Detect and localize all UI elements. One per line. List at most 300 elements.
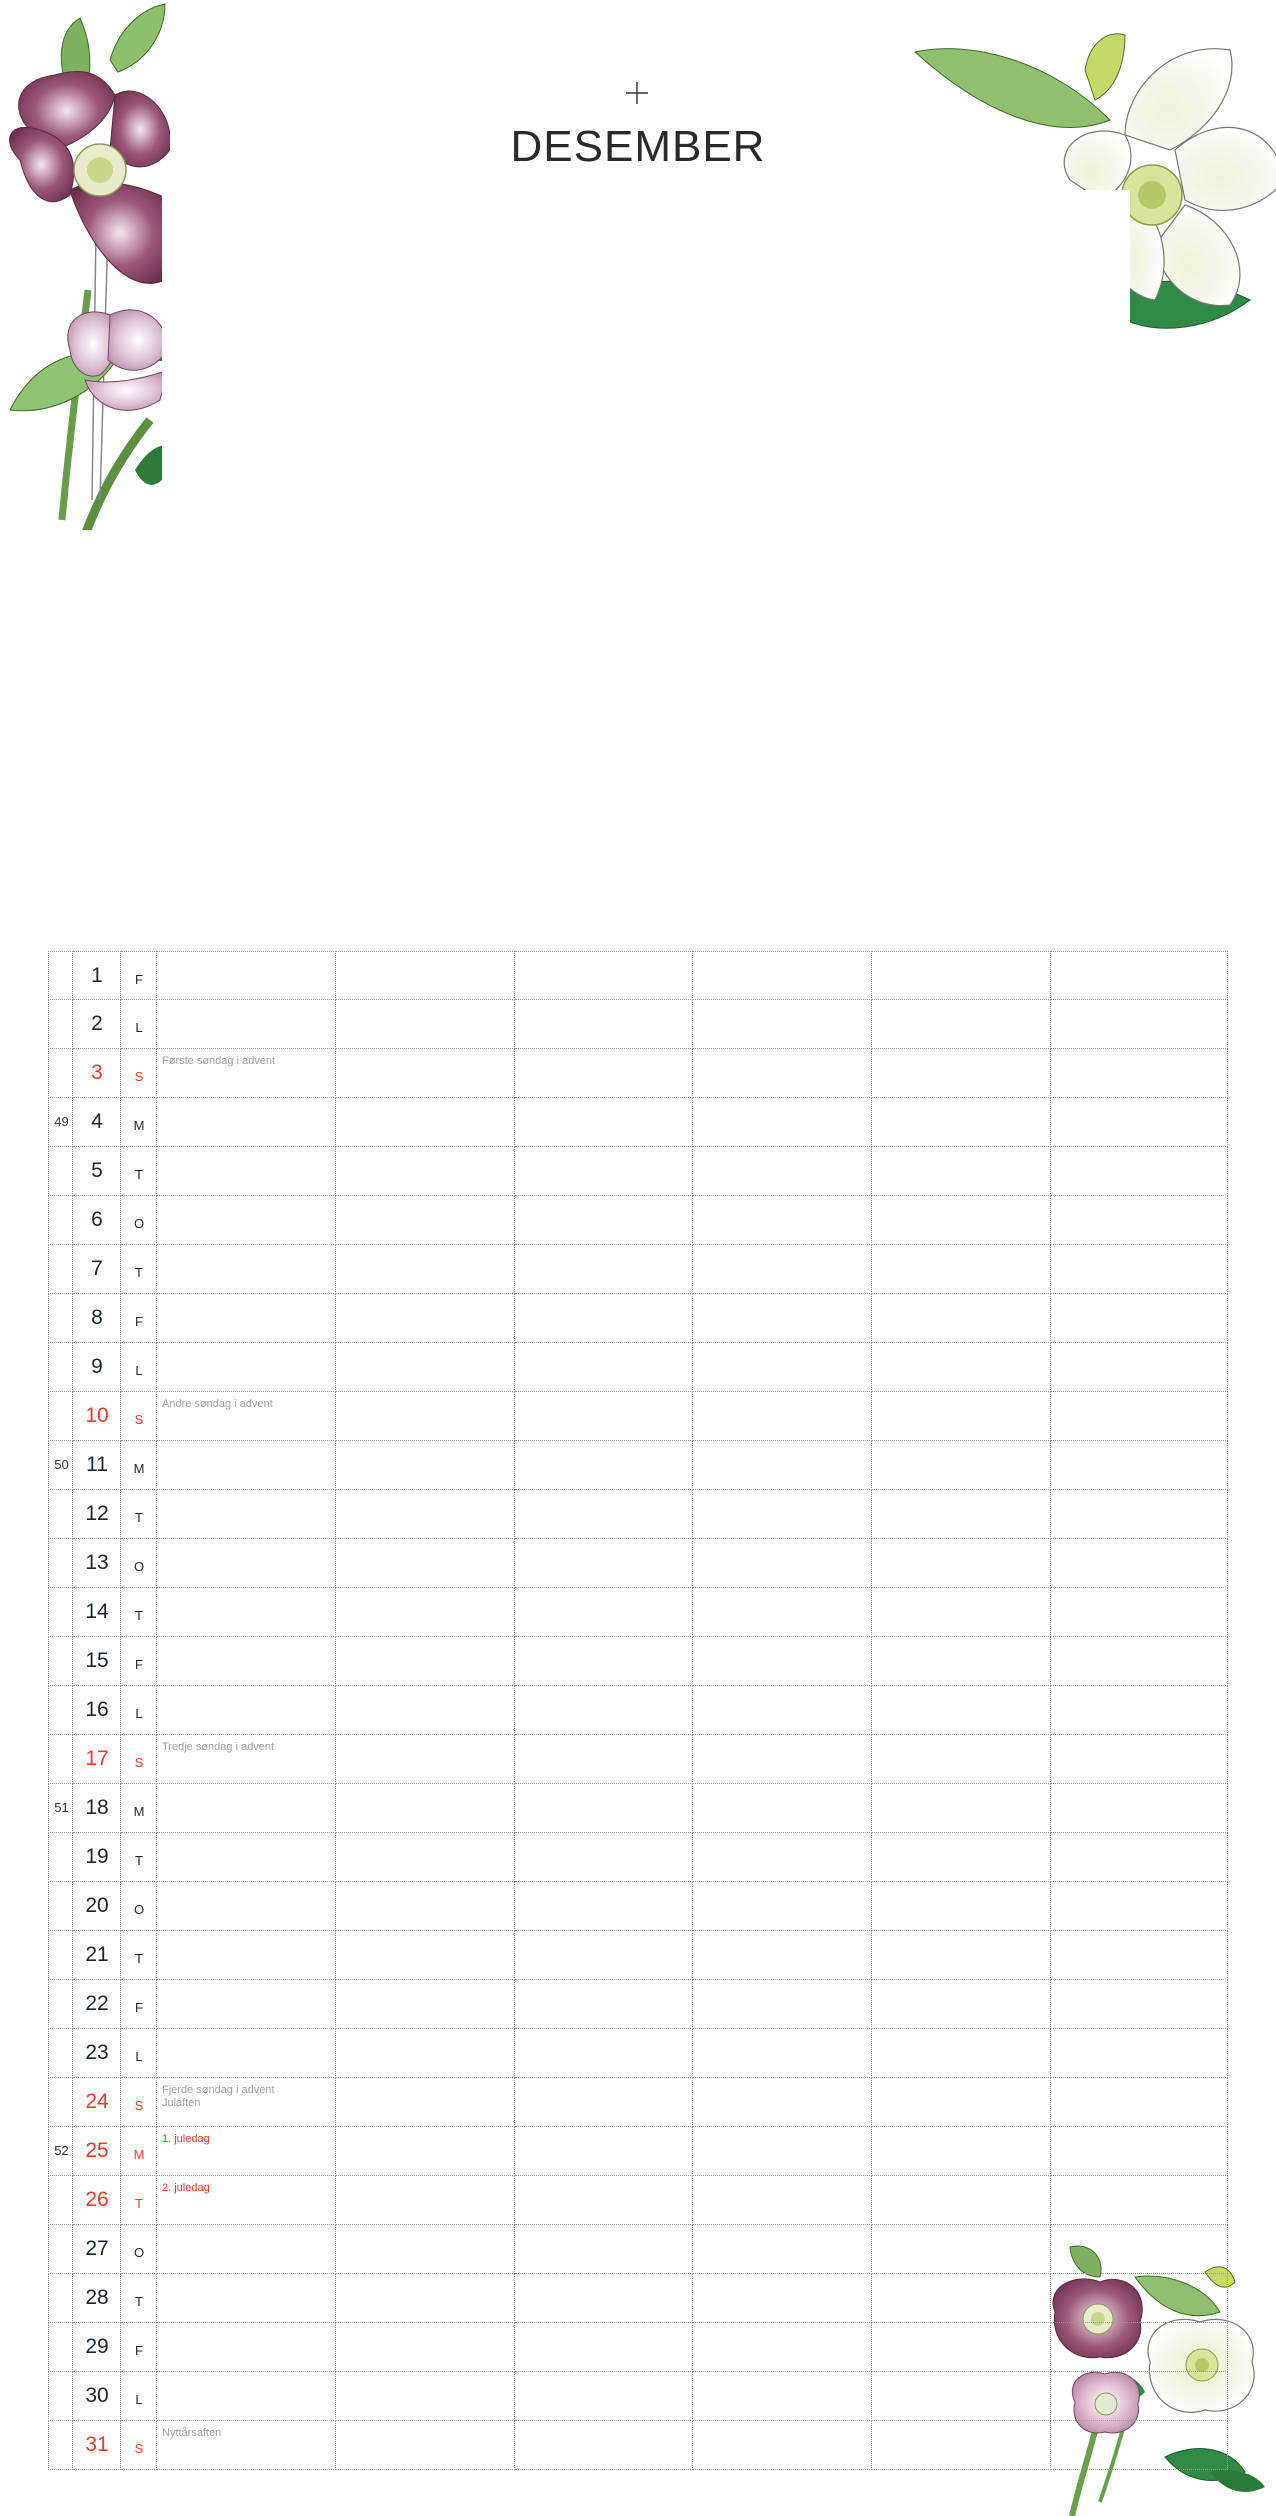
weekday-cell [121,1000,157,1049]
note-column-3-cell[interactable] [515,2274,693,2323]
weekday-letter: T [135,1510,143,1525]
date-cell [73,2029,121,2078]
day-note: 2. juledag [162,2182,210,2194]
date-cell [73,1245,121,1294]
date-number: 15 [85,1649,109,1672]
weekday-letter: T [135,2196,143,2211]
note-column-3-cell[interactable] [515,1588,693,1637]
note-column-4-cell[interactable] [693,2078,872,2127]
week-number-cell [48,1196,73,1245]
weekday-cell [121,951,157,1000]
note-column-5-cell[interactable] [872,2127,1051,2176]
note-column-6-cell[interactable] [1051,1245,1228,1294]
note-column-2-cell[interactable] [336,951,515,1000]
note-column-6-cell[interactable] [1051,1049,1228,1098]
note-column-4-cell[interactable] [693,1392,872,1441]
note-column-2-cell[interactable] [336,1098,515,1147]
note-column-2-cell[interactable] [336,1490,515,1539]
note-column-3-cell[interactable] [515,1686,693,1735]
note-column-5-cell[interactable] [872,2323,1051,2372]
weekday-letter: T [135,1265,143,1280]
note-column-4-cell[interactable] [693,1637,872,1686]
weekday-cell [121,1833,157,1882]
note-column-3-cell[interactable] [515,2225,693,2274]
calendar-day-row [48,2225,1228,2274]
note-column-5-cell[interactable] [872,1147,1051,1196]
weekday-cell [121,1392,157,1441]
note-column-2-cell[interactable] [336,2372,515,2421]
date-cell [73,1882,121,1931]
note-column-5-cell[interactable] [872,2176,1051,2225]
date-cell [73,1588,121,1637]
note-column-6-cell[interactable] [1051,2225,1228,2274]
note-column-4-cell[interactable] [693,1098,872,1147]
note-column-2-cell[interactable] [336,1294,515,1343]
note-column-3-cell[interactable] [515,1000,693,1049]
note-column-3-cell[interactable] [515,1441,693,1490]
note-column-6-cell[interactable] [1051,1833,1228,1882]
week-number-cell [48,2372,73,2421]
calendar-day-row [48,1686,1228,1735]
note-column-4-cell[interactable] [693,2372,872,2421]
weekday-letter: F [135,972,143,987]
note-column-1-cell[interactable] [157,2421,336,2470]
note-column-6-cell[interactable] [1051,2078,1228,2127]
note-column-2-cell[interactable] [336,1245,515,1294]
note-column-6-cell[interactable] [1051,1686,1228,1735]
note-column-1-cell[interactable] [157,1882,336,1931]
cross-ornament-icon [626,82,648,104]
note-column-6-cell[interactable] [1051,1539,1228,1588]
note-column-3-cell[interactable] [515,1294,693,1343]
date-number: 20 [85,1894,109,1917]
weekday-letter: L [135,1706,143,1721]
note-column-6-cell[interactable] [1051,1637,1228,1686]
note-column-2-cell[interactable] [336,1147,515,1196]
date-cell [73,2421,121,2470]
note-column-3-cell[interactable] [515,1931,693,1980]
note-column-6-cell[interactable] [1051,951,1228,1000]
calendar-day-row [48,2176,1228,2225]
note-column-4-cell[interactable] [693,1980,872,2029]
weekday-cell [121,1784,157,1833]
note-column-4-cell[interactable] [693,1245,872,1294]
note-column-4-cell[interactable] [693,1686,872,1735]
note-column-5-cell[interactable] [872,1980,1051,2029]
note-column-3-cell[interactable] [515,1343,693,1392]
note-column-3-cell[interactable] [515,1392,693,1441]
date-cell [73,2176,121,2225]
note-column-2-cell[interactable] [336,1784,515,1833]
date-number: 17 [85,1747,109,1770]
note-column-3-cell[interactable] [515,2176,693,2225]
weekday-cell [121,1294,157,1343]
note-column-1-cell[interactable] [157,1784,336,1833]
calendar-day-row [48,1098,1228,1147]
note-column-2-cell[interactable] [336,1343,515,1392]
note-column-5-cell[interactable] [872,2372,1051,2421]
date-cell [73,1539,121,1588]
note-column-1-cell[interactable] [157,2176,336,2225]
note-column-3-cell[interactable] [515,1882,693,1931]
note-column-3-cell[interactable] [515,1098,693,1147]
note-column-6-cell[interactable] [1051,1196,1228,1245]
week-number-cell [48,2274,73,2323]
note-column-5-cell[interactable] [872,1098,1051,1147]
note-column-1-cell[interactable] [157,1245,336,1294]
note-column-2-cell[interactable] [336,1686,515,1735]
weekday-cell [121,1098,157,1147]
week-number-cell [48,1539,73,1588]
note-column-2-cell[interactable] [336,2421,515,2470]
note-column-1-cell[interactable] [157,2078,336,2127]
calendar-day-row [48,1735,1228,1784]
note-column-1-cell[interactable] [157,1000,336,1049]
note-column-1-cell[interactable] [157,2372,336,2421]
week-number-cell [48,2323,73,2372]
weekday-cell [121,2323,157,2372]
weekday-letter: M [133,1804,145,1819]
note-column-5-cell[interactable] [872,2274,1051,2323]
note-column-3-cell[interactable] [515,1196,693,1245]
note-column-2-cell[interactable] [336,1588,515,1637]
note-column-5-cell[interactable] [872,1735,1051,1784]
calendar-day-row [48,1588,1228,1637]
weekday-cell [121,1637,157,1686]
note-column-5-cell[interactable] [872,1637,1051,1686]
note-column-5-cell[interactable] [872,1931,1051,1980]
day-note: Nyttårsaften [162,2427,222,2439]
note-column-4-cell[interactable] [693,1931,872,1980]
note-column-5-cell[interactable] [872,1490,1051,1539]
day-note: Første søndag i advent [162,1055,276,1067]
date-number: 18 [85,1796,109,1819]
note-column-3-cell[interactable] [515,2421,693,2470]
note-column-6-cell[interactable] [1051,1294,1228,1343]
note-column-4-cell[interactable] [693,2421,872,2470]
weekday-letter: L [135,2049,143,2064]
note-column-3-cell[interactable] [515,951,693,1000]
note-column-4-cell[interactable] [693,2225,872,2274]
note-column-4-cell[interactable] [693,1196,872,1245]
calendar-day-row [48,1980,1228,2029]
note-column-2-cell[interactable] [336,2323,515,2372]
calendar-day-row [48,1539,1228,1588]
note-column-1-cell[interactable] [157,1980,336,2029]
date-number: 13 [85,1551,109,1574]
note-column-5-cell[interactable] [872,1833,1051,1882]
weekday-cell [121,1686,157,1735]
note-column-5-cell[interactable] [872,1588,1051,1637]
note-column-4-cell[interactable] [693,2274,872,2323]
weekday-letter: O [133,1216,145,1231]
week-number-cell [48,1147,73,1196]
note-column-1-cell[interactable] [157,1686,336,1735]
note-column-1-cell[interactable] [157,1098,336,1147]
note-column-6-cell[interactable] [1051,1882,1228,1931]
note-column-2-cell[interactable] [336,1882,515,1931]
note-column-4-cell[interactable] [693,1882,872,1931]
week-number-cell [48,2176,73,2225]
note-column-2-cell[interactable] [336,1833,515,1882]
date-cell [73,1147,121,1196]
date-number: 3 [91,1061,103,1084]
note-column-2-cell[interactable] [336,1637,515,1686]
note-column-5-cell[interactable] [872,2421,1051,2470]
weekday-letter: F [135,2000,143,2015]
note-column-1-cell[interactable] [157,1833,336,1882]
note-column-2-cell[interactable] [336,1000,515,1049]
date-cell [73,2127,121,2176]
note-column-6-cell[interactable] [1051,2372,1228,2421]
note-column-6-cell[interactable] [1051,1980,1228,2029]
week-number-cell [48,2029,73,2078]
note-column-6-cell[interactable] [1051,1490,1228,1539]
date-cell [73,1980,121,2029]
note-column-5-cell[interactable] [872,1784,1051,1833]
weekday-cell [121,2225,157,2274]
note-column-2-cell[interactable] [336,2127,515,2176]
week-number-cell [48,1245,73,1294]
note-column-3-cell[interactable] [515,1049,693,1098]
date-cell [73,2225,121,2274]
date-number: 11 [86,1453,108,1476]
note-column-1-cell[interactable] [157,1931,336,1980]
note-column-6-cell[interactable] [1051,2274,1228,2323]
note-column-3-cell[interactable] [515,2372,693,2421]
weekday-letter: M [133,1118,145,1133]
note-column-6-cell[interactable] [1051,1343,1228,1392]
note-column-3-cell[interactable] [515,2323,693,2372]
note-column-5-cell[interactable] [872,2225,1051,2274]
note-column-5-cell[interactable] [872,2029,1051,2078]
note-column-6-cell[interactable] [1051,1931,1228,1980]
note-column-4-cell[interactable] [693,1441,872,1490]
note-column-5-cell[interactable] [872,2078,1051,2127]
note-column-1-cell[interactable] [157,1490,336,1539]
note-column-4-cell[interactable] [693,2127,872,2176]
weekday-letter: T [135,1853,143,1868]
note-column-6-cell[interactable] [1051,1098,1228,1147]
note-column-5-cell[interactable] [872,951,1051,1000]
note-column-2-cell[interactable] [336,2274,515,2323]
week-number-cell [48,1343,73,1392]
date-number: 26 [85,2188,109,2211]
calendar-day-row [48,1343,1228,1392]
note-column-1-cell[interactable] [157,951,336,1000]
note-column-6-cell[interactable] [1051,2029,1228,2078]
note-column-1-cell[interactable] [157,1294,336,1343]
note-column-6-cell[interactable] [1051,2323,1228,2372]
note-column-2-cell[interactable] [336,1539,515,1588]
calendar-day-row [48,2127,1228,2176]
note-column-5-cell[interactable] [872,1392,1051,1441]
note-column-1-cell[interactable] [157,2127,336,2176]
day-note: Fjerde søndag i advent Julaften [162,2084,275,2109]
note-column-6-cell[interactable] [1051,1441,1228,1490]
note-column-2-cell[interactable] [336,2225,515,2274]
calendar-day-row [48,1294,1228,1343]
date-number: 5 [91,1159,103,1182]
note-column-3-cell[interactable] [515,1784,693,1833]
note-column-1-cell[interactable] [157,1637,336,1686]
note-column-6-cell[interactable] [1051,2421,1228,2470]
note-column-5-cell[interactable] [872,1539,1051,1588]
calendar-day-row [48,1882,1228,1931]
weekday-letter: T [135,1951,143,1966]
note-column-4-cell[interactable] [693,1049,872,1098]
note-column-1-cell[interactable] [157,1539,336,1588]
note-column-3-cell[interactable] [515,2078,693,2127]
note-column-1-cell[interactable] [157,1147,336,1196]
weekday-letter: F [135,2343,143,2358]
note-column-3-cell[interactable] [515,1539,693,1588]
note-column-1-cell[interactable] [157,2029,336,2078]
note-column-1-cell[interactable] [157,1049,336,1098]
note-column-2-cell[interactable] [336,1980,515,2029]
week-number-cell [48,1490,73,1539]
note-column-4-cell[interactable] [693,951,872,1000]
week-number-cell [48,1931,73,1980]
note-column-6-cell[interactable] [1051,1392,1228,1441]
date-number: 1 [91,964,103,987]
note-column-5-cell[interactable] [872,1049,1051,1098]
note-column-1-cell[interactable] [157,2274,336,2323]
note-column-5-cell[interactable] [872,1294,1051,1343]
week-number: 49 [54,1114,69,1129]
note-column-6-cell[interactable] [1051,1000,1228,1049]
note-column-1-cell[interactable] [157,2323,336,2372]
date-number: 16 [85,1698,109,1721]
date-cell [73,1049,121,1098]
calendar-day-row [48,2372,1228,2421]
date-cell [73,1784,121,1833]
calendar-day-row [48,2323,1228,2372]
date-cell [73,1294,121,1343]
week-number: 52 [54,2143,69,2158]
week-number-cell [48,2127,73,2176]
note-column-4-cell[interactable] [693,2323,872,2372]
week-number-cell [48,2078,73,2127]
note-column-2-cell[interactable] [336,1735,515,1784]
calendar-day-row [48,1147,1228,1196]
note-column-6-cell[interactable] [1051,2127,1228,2176]
note-column-2-cell[interactable] [336,2176,515,2225]
date-number: 28 [85,2286,109,2309]
date-cell [73,1637,121,1686]
note-column-5-cell[interactable] [872,1441,1051,1490]
weekday-letter: M [133,2147,145,2162]
week-number-cell [48,951,73,1000]
note-column-3-cell[interactable] [515,1147,693,1196]
week-number-cell [48,1441,73,1490]
note-column-4-cell[interactable] [693,2029,872,2078]
note-column-2-cell[interactable] [336,2029,515,2078]
note-column-5-cell[interactable] [872,1882,1051,1931]
note-column-5-cell[interactable] [872,1000,1051,1049]
week-number-cell [48,1735,73,1784]
note-column-3-cell[interactable] [515,1735,693,1784]
week-number-cell [48,1784,73,1833]
week-number-cell [48,1637,73,1686]
note-column-5-cell[interactable] [872,1686,1051,1735]
weekday-cell [121,2176,157,2225]
note-column-2-cell[interactable] [336,1196,515,1245]
weekday-cell [121,2127,157,2176]
note-column-4-cell[interactable] [693,1735,872,1784]
calendar-day-row [48,1245,1228,1294]
note-column-6-cell[interactable] [1051,2176,1228,2225]
day-note: Tredje søndag i advent [162,1741,275,1753]
weekday-letter: T [135,2294,143,2309]
note-column-3-cell[interactable] [515,2029,693,2078]
date-number: 2 [91,1012,103,1035]
note-column-5-cell[interactable] [872,1343,1051,1392]
note-column-1-cell[interactable] [157,1588,336,1637]
note-column-1-cell[interactable] [157,1735,336,1784]
note-column-1-cell[interactable] [157,1392,336,1441]
note-column-2-cell[interactable] [336,1392,515,1441]
weekday-cell [121,1588,157,1637]
date-cell [73,1833,121,1882]
note-column-1-cell[interactable] [157,1441,336,1490]
calendar-day-row [48,951,1228,1000]
note-column-3-cell[interactable] [515,1637,693,1686]
note-column-1-cell[interactable] [157,1343,336,1392]
note-column-6-cell[interactable] [1051,1784,1228,1833]
note-column-1-cell[interactable] [157,2225,336,2274]
week-number-cell [48,1000,73,1049]
note-column-3-cell[interactable] [515,2127,693,2176]
weekday-letter: O [133,1559,145,1574]
note-column-3-cell[interactable] [515,1980,693,2029]
note-column-4-cell[interactable] [693,2176,872,2225]
note-column-4-cell[interactable] [693,1490,872,1539]
date-cell [73,2372,121,2421]
week-number-cell [48,1049,73,1098]
note-column-4-cell[interactable] [693,1784,872,1833]
weekday-letter: F [135,1657,143,1672]
week-number-cell [48,1294,73,1343]
note-column-6-cell[interactable] [1051,1588,1228,1637]
note-column-4-cell[interactable] [693,1000,872,1049]
day-note: 1. juledag [162,2133,210,2145]
note-column-5-cell[interactable] [872,1196,1051,1245]
note-column-2-cell[interactable] [336,1441,515,1490]
date-number: 24 [85,2090,109,2113]
note-column-4-cell[interactable] [693,1147,872,1196]
note-column-4-cell[interactable] [693,1833,872,1882]
note-column-4-cell[interactable] [693,1539,872,1588]
note-column-3-cell[interactable] [515,1245,693,1294]
note-column-6-cell[interactable] [1051,1147,1228,1196]
note-column-1-cell[interactable] [157,1196,336,1245]
date-cell [73,1686,121,1735]
note-column-3-cell[interactable] [515,1833,693,1882]
note-column-4-cell[interactable] [693,1343,872,1392]
note-column-3-cell[interactable] [515,1490,693,1539]
note-column-4-cell[interactable] [693,1588,872,1637]
note-column-2-cell[interactable] [336,1049,515,1098]
week-number: 51 [54,1800,69,1815]
note-column-4-cell[interactable] [693,1294,872,1343]
calendar-day-row [48,1392,1228,1441]
note-column-6-cell[interactable] [1051,1735,1228,1784]
note-column-2-cell[interactable] [336,1931,515,1980]
note-column-2-cell[interactable] [336,2078,515,2127]
note-column-5-cell[interactable] [872,1245,1051,1294]
week-number-cell [48,2421,73,2470]
